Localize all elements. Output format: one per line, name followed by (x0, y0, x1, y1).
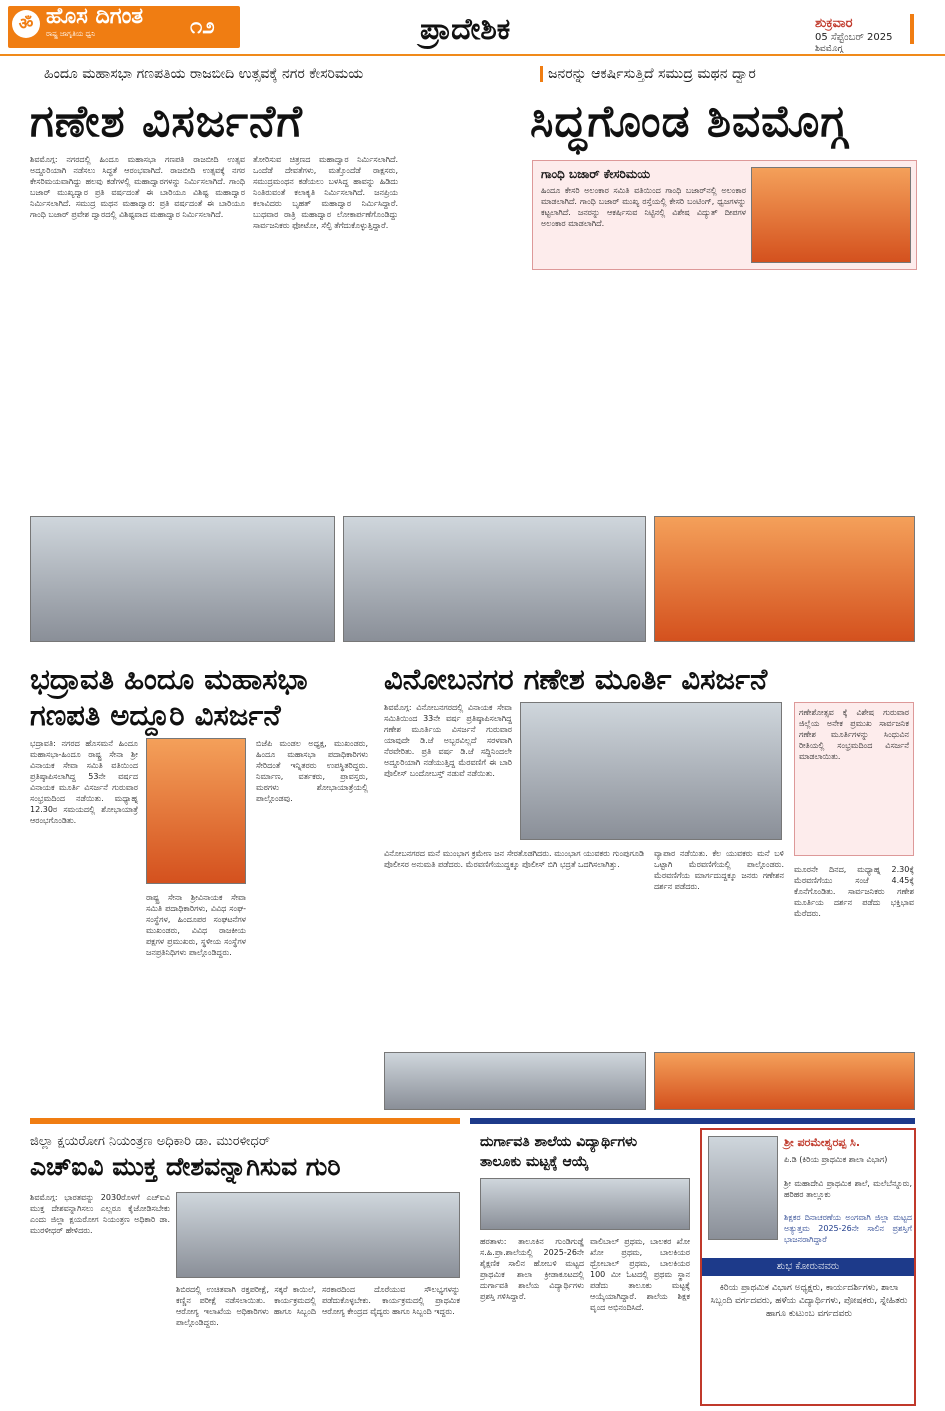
masthead-accent-bar (910, 14, 914, 44)
vinobanagara-headline: ವಿನೋಬನಗರ ಗಣೇಶ ಮೂರ್ತಿ ವಿಸರ್ಜನೆ (384, 662, 768, 696)
gate-illustration (28, 90, 918, 510)
issue-day: ಶುಕ್ರವಾರ (815, 16, 853, 31)
street-photo-1 (30, 516, 335, 642)
lead-kicker-right: ಜನರನ್ನು ಆಕರ್ಷಿಸುತ್ತಿದೆ ಸಮುದ್ರ ಮಥನ ದ್ವಾರ (540, 66, 756, 82)
durgavathi-body-col2: ವಾಲಿಬಾಲ್ ಪ್ರಥಮ, ಬಾಲಕರ ಖೋ ಖೋ ಪ್ರಥಮ, ಬಾಲಕಿಯರ ಥ್ರೋಬಾಲ್ ಪ್ರಥಮ, ಬಾಲಕಿಯರ 100 ಮೀ ಓಟದಲ್ಲಿ ಪ್ರಥಮ ಸ್ಥಾನ ಪಡೆದು ತಾಲೂಕು ಮಟ್ಟಕ್ಕೆ ಆಯ್ಕೆಯಾಗಿದ್ದಾರೆ. ಶಾಲೆಯ ಶಿಕ್ಷಕ ವೃಂದ ಅಭಿನಂದಿಸಿದೆ. (590, 1237, 690, 1312)
hiv-kicker: ಜಿಲ್ಲಾ ಕ್ಷಯರೋಗ ನಿಯಂತ್ರಣ ಅಧಿಕಾರಿ ಡಾ. ಮುರಳೀಧರ್ (30, 1134, 270, 1149)
bhadravathi-body-col1: ಭದ್ರಾವತಿ: ನಗರದ ಹೊಸಮನೆ ಹಿಂದೂ ಮಹಾಸಭಾ-ಹಿಂದೂ ರಾಷ್ಟ್ರ ಸೇನಾ ಶ್ರೀ ವಿನಾಯಕ ಸೇವಾ ಸಮಿತಿ ವತಿಯಿಂದ ಪ್ರತಿಷ್ಠಾಪಿಸಲಾಗಿದ್ದ 53ನೇ ವರ್ಷದ ವಿನಾಯಕ ಮೂರ್ತಿ ವಿಸರ್ಜನೆ ಗುರುವಾರ ಸಂಭ್ರಮದಿಂದ ನಡೆಯಿತು. ಮಧ್ಯಾಹ್ನ 12.30ರ ಸಮಯದಲ್ಲಿ ಶೋಭಾಯಾತ್ರೆ ಆರಂಭಗೊಂಡಿತು. (30, 739, 138, 825)
ad-wishes-body: ಕಿರಿಯ ಪ್ರಾಥಮಿಕ ವಿಭಾಗ ಅಧ್ಯಕ್ಷರು, ಕಾರ್ಯದರ್ಶಿಗಳು, ಶಾಲಾ ಸಿಬ್ಬಂದಿ ವರ್ಗದವರು, ಹಳೆಯ ವಿದ್ಯಾರ್ಥಿಗಳು, ಪೋಷಕರು, ಸ್ನೇಹಿತರು ಹಾಗೂ ಕುಟುಂಬ ವರ್ಗದವರು (710, 1283, 908, 1319)
ad-line2: ಶ್ರೀ ಮಹಾದೇವಿ ಪ್ರಾಥಮಿಕ ಶಾಲೆ, ಮಲೆಬೆನ್ನೂರು, ಹರಿಹರ ತಾಲ್ಲೂಕು (784, 1179, 912, 1199)
divider-strip-orange (30, 1118, 460, 1124)
issue-date: 05 ಸೆಪ್ಟೆಂಬರ್ 2025 (815, 32, 893, 43)
lead-body-col2: ತೋರಿಸುವ ಚಿತ್ರಣದ ಮಹಾದ್ವಾರ ನಿರ್ಮಿಸಲಾಗಿದೆ. ಒಂದೆಡೆ ದೇವತೆಗಳು, ಮತ್ತೊಂದೆಡೆ ರಾಕ್ಷಸರು, ಸಮುದ್ರಮಂಥನ ಕಡೆಯಲು ಬಳಸಿದ್ದ ಹಾವನ್ನು ಹಿಡಿದು ನಿಂತಿರುವಂತೆ ಕಲಾಕೃತಿ ನಿರ್ಮಿಸಲಾಗಿದೆ. ಜನಪ್ರಿಯ ಕಲಾವಿದರು ಬೃಹತ್ ಮಹಾದ್ವಾರ ನಿರ್ಮಿಸಿದ್ದಾರೆ. ಬುಧವಾರ ರಾತ್ರಿ ಮಹಾದ್ವಾರ ಲೋಕಾರ್ಪಣೆಗೊಂಡಿದ್ದು ಸಾರ್ವಜನಿಕರು ಫೋಟೋ, ಸೆಲ್ಫಿ ತೆಗೆದುಕೊಳ್ಳುತ್ತಿದ್ದಾರೆ. (253, 155, 398, 230)
samudra-manthan-gate-photo (28, 90, 918, 510)
teacher-portrait-photo (708, 1136, 778, 1240)
page-number: ೧೨ (190, 14, 215, 39)
lead-headline-right: ಸಿದ್ಧಗೊಂಡ ಶಿವಮೊಗ್ಗ (530, 96, 848, 147)
hiv-body-col1: ಶಿವಮೊಗ್ಗ: ಭಾರತವನ್ನು 2030ರೊಳಗೆ ಎಚ್‌ಐವಿ ಮುಕ್ತ ದೇಶವನ್ನಾಗಿಸಲು ಎಲ್ಲರೂ ಕೈಜೋಡಿಸಬೇಕು ಎಂದು ಜಿಲ್ಲಾ ಕ್ಷಯರೋಗ ನಿಯಂತ್ರಣ ಅಧಿಕಾರಿ ಡಾ. ಮುರಳೀಧರ್ ಹೇಳಿದರು. (30, 1193, 170, 1235)
street-photo-2 (343, 516, 646, 642)
gandhi-bazar-photo (751, 167, 911, 263)
bhadravathi-ganesha-photo (146, 738, 246, 884)
masthead (0, 0, 945, 56)
vinobanagara-crowd-photo-1 (384, 1052, 646, 1110)
vinobanagara-side-col: ಮೂರನೇ ದಿನದ, ಮಧ್ಯಾಹ್ನ 2.30ಕ್ಕೆ ಮೆರವಣಿಗೆಯು ಸಂಜೆ 4.45ಕ್ಕೆ ಕೊನೆಗೊಂಡಿತು. ಸಾರ್ವಜನಿಕರು ಗಣೇಶ ಮೂರ್ತಿಯ ದರ್ಶನ ಪಡೆದು ಭಕ್ತಿಭಾವ ಮೆರೆದರು. (794, 865, 914, 918)
bhadravathi-headline-2: ಗಣಪತಿ ಅದ್ದೂರಿ ವಿಸರ್ಜನೆ (30, 698, 281, 732)
sidebar-gandhi-title: ಗಾಂಧಿ ಬಜಾರ್ ಕೇಸರಿಮಯ (541, 167, 651, 181)
teacher-award-ad (700, 1128, 916, 1406)
lead-body-col1: ಶಿವಮೊಗ್ಗ: ನಗರದಲ್ಲಿ ಹಿಂದೂ ಮಹಾಸಭಾ ಗಣಪತಿ ರಾಜಬೀದಿ ಉತ್ಸವ ಅದ್ದೂರಿಯಾಗಿ ನಡೆಸಲು ಸಿದ್ಧತೆ ಆರಂಭವಾಗಿದೆ. ರಾಜಬೀದಿ ಉತ್ಸವಕ್ಕೆ ನಗರ ಕೇಸರಿಮಯವಾಗಿದ್ದು ಹಲವು ಕಡೆಗಳಲ್ಲಿ ಮಹಾದ್ವಾರಗಳನ್ನು ನಿರ್ಮಿಸಲಾಗಿದೆ. ಗಾಂಧಿ ಬಜಾರ್ ಮುಖ್ಯದ್ವಾರ ಪ್ರತಿ ವರ್ಷದಂತೆ ಈ ಬಾರಿಯೂ ವಿಶಿಷ್ಟ ಮಹಾದ್ವಾರ ನಿರ್ಮಿಸಲಾಗಿದೆ. ಸಮುದ್ರ ಮಥನ ಮಹಾದ್ವಾರ: ಪ್ರತಿ ವರ್ಷದಂತೆ ಈ ಬಾರಿಯೂ ಗಾಂಧಿ ಬಜಾರ್ ಪ್ರವೇಶ ದ್ವಾರದಲ್ಲಿ ವಿಶಿಷ್ಟವಾದ ಮಹಾದ್ವಾರ ನಿರ್ಮಿಸಲಾಗಿದೆ. (30, 155, 245, 219)
brand-tagline: ರಾಷ್ಟ್ರ ಜಾಗೃತಿಯ ಧ್ವನಿ (46, 30, 96, 38)
issue-city: ಶಿವಮೊಗ್ಗ (815, 44, 843, 54)
ad-wishes-title: ಶುಭ ಕೋರುವವರು (702, 1258, 914, 1276)
lead-headline-left: ಗಣೇಶ ವಿಸರ್ಜನೆಗೆ (30, 96, 303, 147)
durgavathi-body-col1: ಹರತಾಳು: ತಾಲೂಕಿನ ಗುಂಡಿಗುಡ್ಡೆ ಸ.ಹಿ.ಪ್ರಾ.ಶಾಲೆಯಲ್ಲಿ 2025-26ನೇ ಶೈಕ್ಷಣಿಕ ಸಾಲಿನ ಹೋಬಳಿ ಮಟ್ಟದ ಪ್ರಾಥಮಿಕ ಶಾಲಾ ಕ್ರೀಡಾಕೂಟದಲ್ಲಿ ದುರ್ಗಾವತಿ ಶಾಲೆಯ ವಿದ್ಯಾರ್ಥಿಗಳು ಪ್ರಶಸ್ತಿ ಗಳಿಸಿದ್ದಾರೆ. (480, 1237, 584, 1301)
sidebar-gandhi-box (532, 160, 917, 270)
durgavathi-headline-1: ದುರ್ಗಾವತಿ ಶಾಲೆಯ ವಿದ್ಯಾರ್ಥಿಗಳು (480, 1134, 638, 1150)
bhadravathi-headline-1: ಭದ್ರಾವತಿ ಹಿಂದೂ ಮಹಾಸಭಾ (30, 662, 308, 696)
hiv-body-col3: ಸರಕಾರದಿಂದ ದೊರೆಯುವ ಸೌಲಭ್ಯಗಳನ್ನು ಪಡೆದುಕೊಳ್ಳಬೇಕು. ಕಾರ್ಯಕ್ರಮದಲ್ಲಿ ಪ್ರಾಥಮಿಕ ಆರೋಗ್ಯ ಕೇಂದ್ರದ ವೈದ್ಯರು ಹಾಗೂ ಸಿಬ್ಬಂದಿ ಇದ್ದರು. (322, 1285, 460, 1316)
section-title: ಪ್ರಾದೇಶಿಕ (420, 12, 511, 47)
vinobanagara-body-col2: ವಿನೋಬನಗರದ ಮನೆ ಮುಂಭಾಗ ಕ್ರಮೇಣ ಜನ ಸೇರತೊಡಗಿದರು. ಮುಂಭಾಗ ಯುವಕರು ಗುಂಪುಗೂಡಿ ಪೊಲೀಸರ ಅನುಮತಿ ಪಡೆದರು. ಮೆರವಣಿಗೆಯುದ್ದಕ್ಕೂ ಪೊಲೀಸ್ ಬಿಗಿ ಭದ್ರತೆ ಒದಗಿಸಲಾಗಿತ್ತು. (384, 849, 644, 869)
hiv-headline: ಎಚ್‌ಐವಿ ಮುಕ್ತ ದೇಶವನ್ನಾಗಿಸುವ ಗುರಿ (30, 1152, 341, 1181)
vinobanagara-side-box (794, 702, 914, 856)
durgavathi-students-photo (480, 1178, 690, 1230)
vinobanagara-body-col1: ಶಿವಮೊಗ್ಗ: ವಿನೋಬನಗರದಲ್ಲಿ ವಿನಾಯಕ ಸೇವಾ ಸಮಿತಿಯಿಂದ 33ನೇ ವರ್ಷ ಪ್ರತಿಷ್ಠಾಪಿಸಲಾಗಿದ್ದ ಗಣೇಶ ಮೂರ್ತಿಯ ವಿಸರ್ಜನೆ ಗುರುವಾರ ಯಾವುದೇ ಡಿ.ಜೆ ಅಬ್ಬರವಿಲ್ಲದೆ ಸರಳವಾಗಿ ನೆರವೇರಿತು. ಪ್ರತಿ ವರ್ಷ ಡಿ.ಜೆ ಸದ್ದಿನಿಂದಲೇ ಅದ್ದೂರಿಯಾಗಿ ನಡೆಯುತ್ತಿದ್ದ ಮೆರವಣಿಗೆ ಈ ಬಾರಿ ಪೊಲೀಸ್ ಬಂದೋಬಸ್ತ್ ನಡುವೆ ನಡೆಯಿತು. (384, 703, 512, 778)
vinobanagara-body-col3: ವ್ಯಾಪಾರ ನಡೆಯಿತು. ಕೆಲ ಯುವಕರು ಮನೆ ಬಳಿ ಒಟ್ಟಾಗಿ ಮೆರವಣಿಗೆಯಲ್ಲಿ ಪಾಲ್ಗೊಂಡರು. ಮೆರವಣಿಗೆಯ ಮಾರ್ಗದುದ್ದಕ್ಕೂ ಜನರು ಗಣೇಶನ ದರ್ಶನ ಪಡೆದರು. (654, 849, 784, 891)
vinobanagara-side-box-text: ಗಣೇಶೋತ್ಸವ ಕ್ಕೆ ವಿಶೇಷ ಗುರುವಾರ ಜಿಲ್ಲೆಯ ಅನೇಕ ಪ್ರಮುಖ ಸಾರ್ವಜನಿಕ ಗಣೇಶ ಮೂರ್ತಿಗಳನ್ನು ಸಿಂಧುವಿನ ರೀತಿಯಲ್ಲಿ ಸಂಭ್ರಮದಿಂದ ವಿಸರ್ಜನೆ ಮಾಡಲಾಯಿತು. (799, 708, 909, 761)
ad-line3: ಶಿಕ್ಷಕರ ದಿನಾಚರಣೆಯ ಅಂಗವಾಗಿ ಜಿಲ್ಲಾ ಮಟ್ಟದ ಅತ್ಯುತ್ತಮ 2025-26ನೇ ಸಾಲಿನ ಪ್ರಶಸ್ತಿಗೆ ಭಾಜನರಾಗಿದ್ದಾರೆ (784, 1213, 912, 1244)
ad-name: ಶ್ರೀ ಪರಮೇಶ್ವರಪ್ಪ ಸಿ. (784, 1136, 861, 1149)
sidebar-gandhi-body: ಹಿಂದೂ ಕೇಸರಿ ಅಲಂಕಾರ ಸಮಿತಿ ವತಿಯಿಂದ ಗಾಂಧಿ ಬಜಾರ್‌ನಲ್ಲಿ ಅಲಂಕಾರ ಮಾಡಲಾಗಿದೆ. ಗಾಂಧಿ ಬಜಾರ್ ಮುಖ್ಯ ರಸ್ತೆಯಲ್ಲಿ ಕೇಸರಿ ಬಂಟಿಂಗ್, ಧ್ವಜಗಳನ್ನು ಕಟ್ಟಲಾಗಿದೆ. ಜನರನ್ನು ಆಕರ್ಷಿಸುವ ನಿಟ್ಟಿನಲ್ಲಿ ವಿಶೇಷ ವಿದ್ಯುತ್ ದೀಪಗಳ ಅಲಂಕಾರ ಮಾಡಲಾಗಿದೆ. (541, 186, 746, 228)
brand-name: ಹೊಸ ದಿಗಂತ (46, 4, 144, 29)
hiv-body-col2: ಶಿಬಿರದಲ್ಲಿ ಉಚಿತವಾಗಿ ರಕ್ತಪರೀಕ್ಷೆ, ಸಕ್ಕರೆ ಕಾಯಿಲೆ, ಕಣ್ಣಿನ ಪರೀಕ್ಷೆ ನಡೆಸಲಾಯಿತು. ಕಾರ್ಯಕ್ರಮದಲ್ಲಿ ಆರೋಗ್ಯ ಇಲಾಖೆಯ ಅಧಿಕಾರಿಗಳು ಹಾಗೂ ಸಿಬ್ಬಂದಿ ಪಾಲ್ಗೊಂಡಿದ್ದರು. (176, 1285, 316, 1327)
om-logo-icon: ॐ (12, 10, 40, 38)
vinobanagara-procession-photo (520, 702, 782, 840)
ad-line1: ಪಿ.ಡಿ (ಕಿರಿಯ ಪ್ರಾಥಮಿಕ ಶಾಲಾ ವಿಭಾಗ) (784, 1155, 888, 1164)
lead-kicker-left: ಹಿಂದೂ ಮಹಾಸಭಾ ಗಣಪತಿಯ ರಾಜಬೀದಿ ಉತ್ಸವಕ್ಕೆ ನಗರ ಕೇಸರಿಮಯ (44, 66, 364, 82)
durgavathi-headline-2: ತಾಲೂಕು ಮಟ್ಟಕ್ಕೆ ಆಯ್ಕೆ (480, 1154, 589, 1170)
bhadravathi-body-col3: ಬಿಜೆಪಿ ಮಂಡಲ ಅಧ್ಯಕ್ಷ, ಮುಖಂಡರು, ಹಿಂದೂ ಮಹಾಸಭಾ ಪದಾಧಿಕಾರಿಗಳು ಸೇರಿದಂತೆ ಇನ್ನಿತರರು ಉಪಸ್ಥಿತರಿದ್ದರು. ನಿರ್ಮಾಣ, ವರ್ತಕರು, ಪ್ರಾವಸ್ತರು, ಮಠಗಳು ಶೋಭಾಯಾತ್ರೆಯಲ್ಲಿ ಪಾಲ್ಗೊಂಡವು. (256, 739, 368, 803)
hiv-camp-photo (176, 1192, 460, 1278)
vinobanagara-crowd-photo-2 (654, 1052, 915, 1110)
bhadravathi-body-col2: ರಾಷ್ಟ್ರ ಸೇನಾ ಶ್ರೀವಿನಾಯಕ ಸೇವಾ ಸಮಿತಿ ಪದಾಧಿಕಾರಿಗಳು, ವಿವಿಧ ಸಂಘ-ಸಂಸ್ಥೆಗಳ, ಹಿಂದೂಪರ ಸಂಘಟನೆಗಳ ಮುಖಂಡರು, ವಿವಿಧ ರಾಜಕೀಯ ಪಕ್ಷಗಳ ಪ್ರಮುಖರು, ಸ್ಥಳೀಯ ಸಂಸ್ಥೆಗಳ ಜನಪ್ರತಿನಿಧಿಗಳು ಪಾಲ್ಗೊಂಡಿದ್ದರು. (146, 893, 246, 957)
street-photo-3 (654, 516, 915, 642)
divider-strip-blue (470, 1118, 915, 1124)
